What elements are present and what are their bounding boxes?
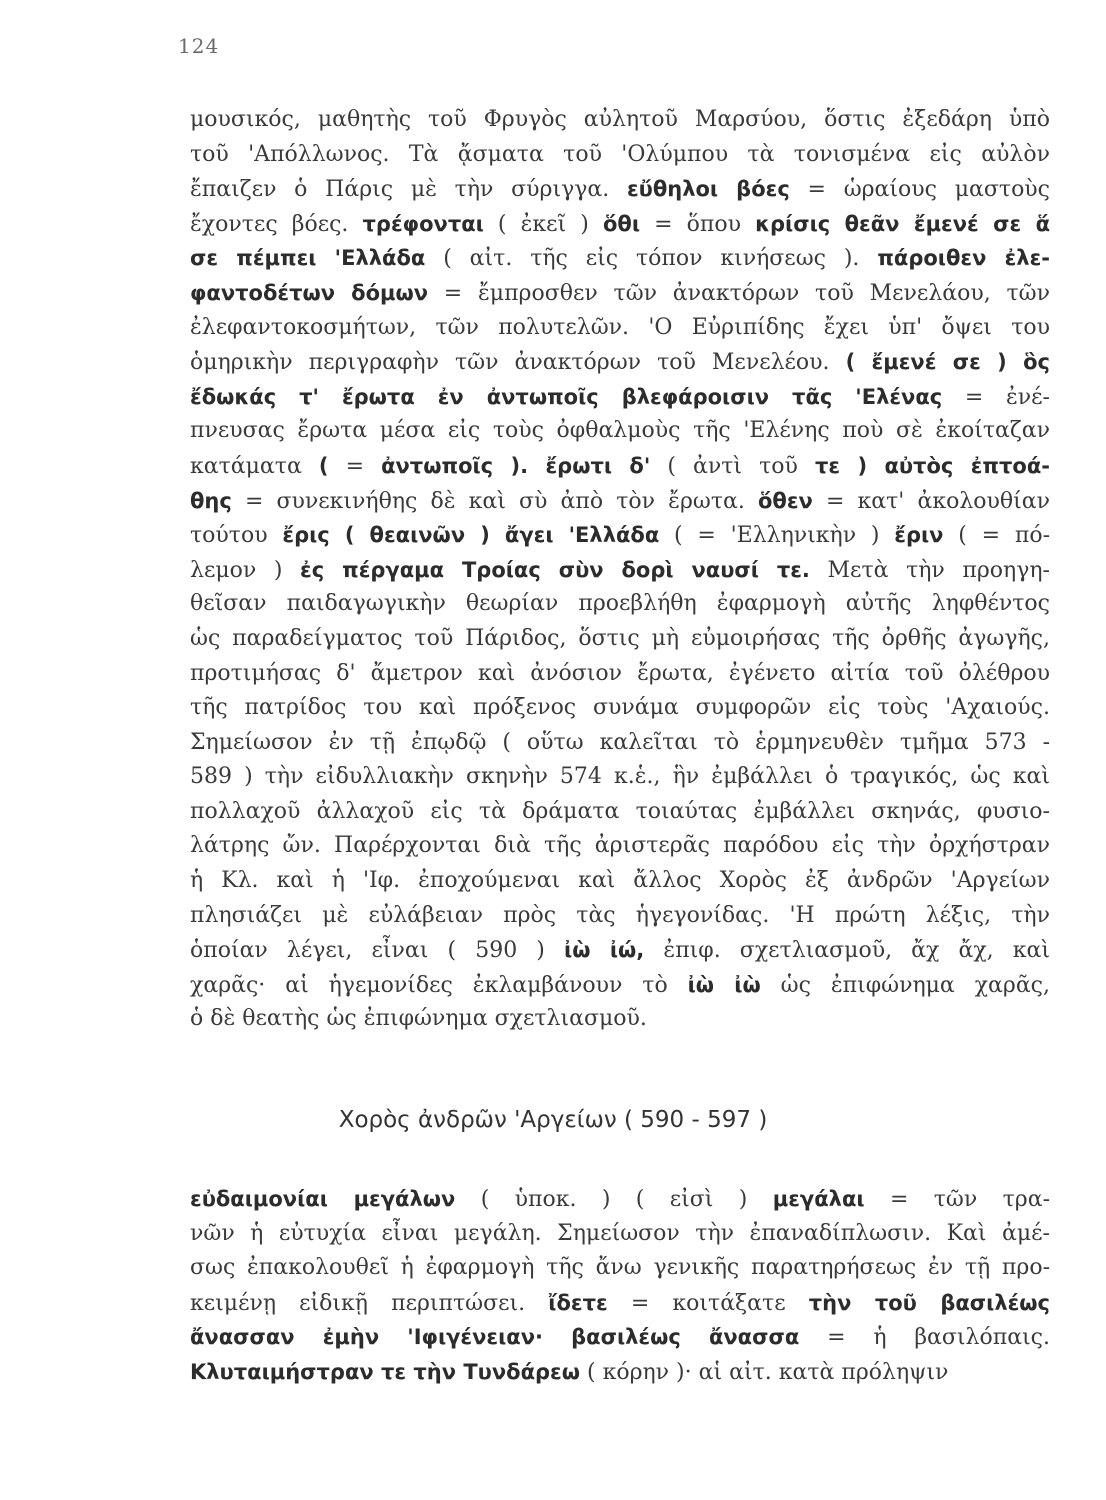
text-run: σως ἐπακολουθεῖ ἡ ἐφαρμογὴ τῆς ἄνω γενικῆς παρατηρήσεως ἐν τῇ προ- bbox=[190, 1255, 1050, 1281]
text-line bbox=[190, 518, 1050, 553]
text-line bbox=[190, 1182, 1050, 1217]
text-run: ἐλεφαντοκοσμήτων, τῶν πολυτελῶν. 'Ο Εὐριπίδης ἔχει ὑπ' ὄψει του bbox=[190, 314, 1050, 340]
text-run: = ἐνέ- bbox=[942, 384, 1050, 410]
bold-term: πάροιθεν ἐλε- bbox=[877, 246, 1050, 271]
text-line bbox=[190, 207, 1050, 242]
text-line bbox=[190, 311, 1050, 346]
bold-term: φαντοδέτων δόμων bbox=[190, 280, 429, 305]
commentary-body bbox=[190, 103, 1050, 1037]
text-line bbox=[190, 345, 1050, 380]
text-run: τούτου bbox=[190, 523, 283, 549]
text-run: πνευσας ἔρωτα μέσα εἰς τοὺς ὀφθαλμοὺς τῆς 'Ελένης ποὺ σὲ ἐκοίταζαν bbox=[190, 418, 1050, 444]
bold-term: τε ) αὐτὸς ἐπτοά- bbox=[814, 453, 1050, 478]
text-run: νῶν ἡ εὐτυχία εἶναι μεγάλη. Σημείωσον τὴν ἐπαναδίπλωσιν. Καὶ ἀμέ- bbox=[190, 1220, 1050, 1246]
text-line bbox=[190, 795, 1050, 830]
text-run: χαρᾶς· αἱ ἡγεμονίδες ἐκλαμβάνουν τὸ bbox=[190, 972, 688, 998]
text-run: ὡς παραδείγματος τοῦ Πάριδος, ὅστις μὴ εὐμοιρήσας τῆς ὀρθῆς ἀγωγῆς, bbox=[190, 625, 1050, 651]
text-run: κειμένῃ εἰδικῇ περιπτώσει. bbox=[190, 1290, 549, 1316]
text-line bbox=[190, 414, 1050, 449]
text-run: ἔχοντες βόες. bbox=[190, 211, 363, 237]
text-run: τοῦ 'Απόλλωνος. Τὰ ᾄσματα τοῦ 'Ολύμπου τὰ τονισμένα εἰς αὐλὸν bbox=[190, 141, 1050, 167]
text-run: ( ὑποκ. ) ( εἰσὶ ) bbox=[455, 1187, 773, 1212]
text-line bbox=[190, 484, 1050, 519]
text-run: ὡς ἐπιφώνημα χαρᾶς, bbox=[760, 972, 1050, 998]
text-run: θεῖσαν παιδαγωγικὴν θεωρίαν προεβλήθη ἐφαρμογὴ αὐτῆς ληφθέντος bbox=[190, 591, 1050, 617]
text-run: ( = πό- bbox=[943, 523, 1050, 549]
text-line bbox=[190, 138, 1050, 173]
bold-term: ( bbox=[318, 453, 329, 478]
text-line bbox=[190, 760, 1050, 795]
text-line bbox=[190, 691, 1050, 726]
text-line bbox=[190, 1002, 1050, 1037]
bold-term: τὴν τοῦ βασιλέως bbox=[808, 1290, 1050, 1315]
bold-term: ὅθεν bbox=[757, 488, 813, 513]
text-line bbox=[190, 172, 1050, 207]
bold-term: ἀντωποῖς ). ἔρωτι δ' bbox=[381, 453, 651, 478]
text-run: ὁποίαν λέγει, εἶναι ( 590 ) bbox=[190, 938, 565, 964]
text-run: = κοιτάξατε bbox=[607, 1290, 809, 1316]
page-number: 124 bbox=[178, 34, 220, 58]
text-run: ἐπιφ. σχετλιασμοῦ, ἄχ ἄχ, καὶ bbox=[644, 938, 1050, 964]
text-line bbox=[190, 899, 1050, 934]
text-run: ( κόρην )· αἱ αἰτ. κατὰ πρόληψιν bbox=[580, 1359, 949, 1385]
section-heading: Χορὸς ἀνδρῶν 'Αργείων ( 590 - 597 ) bbox=[338, 1107, 768, 1133]
text-line bbox=[190, 103, 1050, 138]
text-line bbox=[190, 726, 1050, 761]
text-run: πλησιάζει μὲ εὐλάβειαν πρὸς τὰς ἡγεγονίδας. 'Η πρώτη λέξις, τὴν bbox=[190, 902, 1050, 928]
text-line bbox=[190, 657, 1050, 692]
text-line bbox=[190, 241, 1050, 276]
text-run: = bbox=[328, 453, 382, 479]
text-run: πολλαχοῦ ἀλλαχοῦ εἰς τὰ δράματα τοιαύτας ἐμβάλλει σκηνάς, φυσιο- bbox=[190, 798, 1050, 824]
text-run: ( αἰτ. τῆς εἰς τόπον κινήσεως ). bbox=[425, 246, 878, 272]
bold-term: ἔδωκάς τ' ἔρωτα ἐν ἀντωποῖς βλεφάροισιν τᾶς 'Ελένας bbox=[190, 384, 943, 409]
text-line bbox=[190, 1217, 1050, 1252]
text-run: = τῶν τρα- bbox=[864, 1187, 1050, 1212]
text-run: ( ἐκεῖ ) bbox=[483, 211, 603, 237]
text-run: = συνεκινήθης δὲ καὶ σὺ ἀπὸ τὸν ἔρωτα. bbox=[231, 488, 758, 514]
text-run: 589 ) τὴν εἰδυλλιακὴν σκηνὴν 574 κ.ἑ., ἣν ἐμβάλλει ὁ τραγικός, ὡς καὶ bbox=[190, 764, 1050, 790]
text-run: = ὅπου bbox=[640, 211, 756, 237]
text-run: ὁμηρικὴν περιγραφὴν τῶν ἀνακτόρων τοῦ Μενελέου. bbox=[190, 350, 846, 376]
text-line bbox=[190, 1286, 1050, 1321]
bold-term: κρίσις θεᾶν ἔμενέ σε ἅ bbox=[755, 211, 1050, 236]
text-line bbox=[190, 1320, 1050, 1355]
text-line bbox=[190, 449, 1050, 484]
commentary-continuation bbox=[190, 1182, 1050, 1390]
bold-term: ἰὼ ἰώ, bbox=[564, 938, 645, 963]
text-line bbox=[190, 276, 1050, 311]
bold-term: σε πέμπει 'Ελλάδα bbox=[190, 246, 426, 271]
text-run: = κατ' ἀκολουθίαν bbox=[812, 488, 1050, 514]
text-run: Μετὰ τὴν προηγη- bbox=[809, 557, 1050, 583]
text-run: ὁ δὲ θεατὴς ὡς ἐπιφώνημα σχετλιασμοῦ. bbox=[190, 1006, 647, 1032]
bold-term: ἐς πέργαμα Τροίας σὺν δορὶ ναυσί τε. bbox=[300, 557, 810, 582]
text-run: = ἡ βασιλόπαις. bbox=[799, 1325, 1050, 1351]
bold-term: Κλυταιμήστραν τε τὴν Τυνδάρεω bbox=[190, 1359, 580, 1384]
text-run: κατάματα bbox=[190, 453, 319, 479]
bold-term: ἔρις ( θεαινῶν ) ἄγει 'Ελλάδα bbox=[282, 523, 660, 548]
text-line bbox=[190, 587, 1050, 622]
text-run: ( ἀντὶ τοῦ bbox=[650, 453, 815, 479]
text-run: λεμον ) bbox=[190, 557, 301, 583]
bold-term: μεγάλαι bbox=[772, 1187, 865, 1211]
text-run: = ὡραίους μαστοὺς bbox=[789, 177, 1050, 203]
text-line bbox=[190, 829, 1050, 864]
text-line bbox=[190, 864, 1050, 899]
text-line bbox=[190, 553, 1050, 588]
text-line bbox=[190, 1355, 1050, 1390]
text-run: ἡ Κλ. καὶ ἡ 'Ιφ. ἐποχούμεναι καὶ ἄλλος Χορὸς ἐξ ἀνδρῶν 'Αργείων bbox=[190, 868, 1050, 894]
text-line bbox=[190, 622, 1050, 657]
text-run: μουσικός, μαθητὴς τοῦ Φρυγὸς αὐλητοῦ Μαρσύου, ὅστις ἐξεδάρη ὑπὸ bbox=[190, 107, 1050, 132]
text-line bbox=[190, 933, 1050, 968]
bold-term: εὐδαιμονίαι μεγάλων bbox=[190, 1187, 456, 1211]
bold-term: θης bbox=[190, 488, 232, 513]
text-run: τῆς πατρίδος του καὶ πρόξενος συνάμα συμφορῶν εἰς τοὺς 'Αχαιούς. bbox=[190, 695, 1050, 721]
text-line bbox=[190, 380, 1050, 415]
text-line bbox=[190, 1251, 1050, 1286]
text-run: προτιμήσας δ' ἄμετρον καὶ ἀνόσιον ἔρωτα, ἐγένετο αἰτία τοῦ ὀλέθρου bbox=[190, 660, 1050, 686]
text-run: = ἔμπροσθεν τῶν ἀνακτόρων τοῦ Μενελάου, τῶν bbox=[428, 280, 1050, 306]
text-run: Σημείωσον ἐν τῇ ἐπῳδῷ ( οὕτω καλεῖται τὸ ἑρμηνευθὲν τμῆμα 573 - bbox=[190, 729, 1050, 755]
bold-term: ἄνασσαν ἐμὴν 'Ιφιγένειαν· βασιλέως ἄνασσα bbox=[190, 1325, 800, 1350]
text-run: ἔπαιζεν ὁ Πάρις μὲ τὴν σύριγγα. bbox=[190, 177, 627, 203]
bold-term: εὔθηλοι βόες bbox=[626, 177, 790, 202]
text-line bbox=[190, 968, 1050, 1003]
bold-term: ἰὼ ἰὼ bbox=[687, 972, 761, 997]
bold-term: ἔριν bbox=[894, 523, 944, 548]
text-run: ( = 'Ελληνικὴν ) bbox=[659, 523, 895, 549]
bold-term: ἴδετε bbox=[548, 1290, 608, 1315]
bold-term: ( ἔμενέ σε ) ὃς bbox=[845, 350, 1050, 375]
bold-term: ὅθι bbox=[602, 211, 641, 236]
bold-term: τρέφονται bbox=[362, 211, 484, 236]
text-run: λάτρης ὤν. Παρέρχονται διὰ τῆς ἀριστερᾶς παρόδου εἰς τὴν ὀρχήστραν bbox=[190, 833, 1050, 859]
